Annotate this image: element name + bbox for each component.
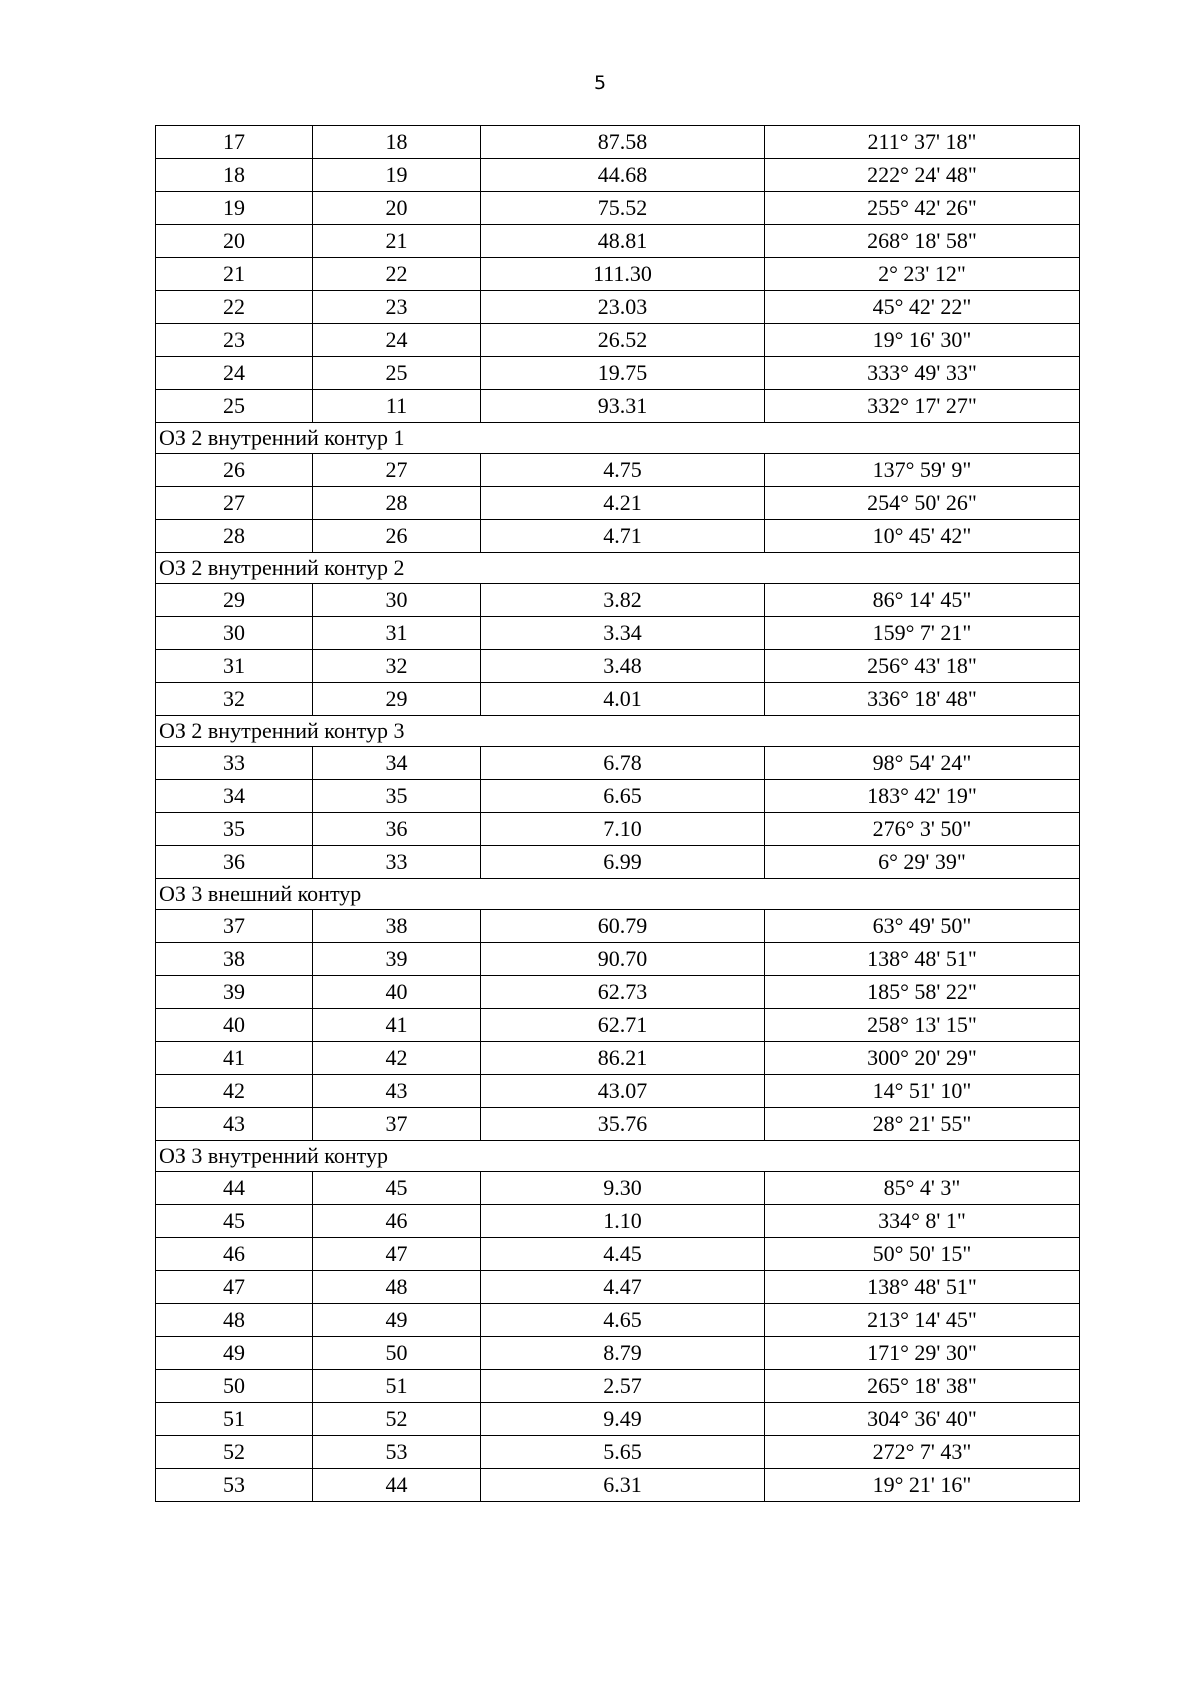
from-point-cell: 30 <box>156 617 313 650</box>
from-point-cell: 48 <box>156 1304 313 1337</box>
bearing-cell: 304° 36' 40" <box>765 1403 1080 1436</box>
from-point-cell: 33 <box>156 747 313 780</box>
table-row <box>156 291 1080 324</box>
from-point-cell: 43 <box>156 1108 313 1141</box>
page-number: 5 <box>593 72 607 94</box>
length-cell: 75.52 <box>481 192 765 225</box>
length-cell: 62.71 <box>481 1009 765 1042</box>
bearing-cell: 45° 42' 22" <box>765 291 1080 324</box>
to-point-cell: 39 <box>313 943 481 976</box>
section-header-row <box>156 553 1080 584</box>
table-row <box>156 225 1080 258</box>
to-point-cell: 43 <box>313 1075 481 1108</box>
length-cell: 86.21 <box>481 1042 765 1075</box>
to-point-cell: 29 <box>313 683 481 716</box>
bearing-cell: 98° 54' 24" <box>765 747 1080 780</box>
from-point-cell: 52 <box>156 1436 313 1469</box>
table-row <box>156 584 1080 617</box>
from-point-cell: 24 <box>156 357 313 390</box>
bearing-cell: 137° 59' 9" <box>765 454 1080 487</box>
to-point-cell: 11 <box>313 390 481 423</box>
table-row <box>156 1205 1080 1238</box>
table-row <box>156 520 1080 553</box>
bearing-cell: 86° 14' 45" <box>765 584 1080 617</box>
length-cell: 48.81 <box>481 225 765 258</box>
from-point-cell: 36 <box>156 846 313 879</box>
from-point-cell: 29 <box>156 584 313 617</box>
bearing-cell: 334° 8' 1" <box>765 1205 1080 1238</box>
from-point-cell: 23 <box>156 324 313 357</box>
to-point-cell: 40 <box>313 976 481 1009</box>
length-cell: 4.21 <box>481 487 765 520</box>
to-point-cell: 30 <box>313 584 481 617</box>
bearing-cell: 63° 49' 50" <box>765 910 1080 943</box>
table-row <box>156 1436 1080 1469</box>
length-cell: 4.75 <box>481 454 765 487</box>
length-cell: 60.79 <box>481 910 765 943</box>
section-header-row <box>156 716 1080 747</box>
length-cell: 93.31 <box>481 390 765 423</box>
length-cell: 4.71 <box>481 520 765 553</box>
from-point-cell: 28 <box>156 520 313 553</box>
length-cell: 3.82 <box>481 584 765 617</box>
length-cell: 6.78 <box>481 747 765 780</box>
to-point-cell: 47 <box>313 1238 481 1271</box>
to-point-cell: 38 <box>313 910 481 943</box>
from-point-cell: 32 <box>156 683 313 716</box>
length-cell: 2.57 <box>481 1370 765 1403</box>
to-point-cell: 19 <box>313 159 481 192</box>
table-row <box>156 324 1080 357</box>
bearing-cell: 138° 48' 51" <box>765 1271 1080 1304</box>
length-cell: 90.70 <box>481 943 765 976</box>
length-cell: 26.52 <box>481 324 765 357</box>
to-point-cell: 36 <box>313 813 481 846</box>
bearing-cell: 19° 16' 30" <box>765 324 1080 357</box>
length-cell: 3.34 <box>481 617 765 650</box>
section-title: ОЗ 2 внутренний контур 1 <box>156 423 1080 454</box>
bearing-cell: 50° 50' 15" <box>765 1238 1080 1271</box>
from-point-cell: 34 <box>156 780 313 813</box>
table-row <box>156 846 1080 879</box>
boundary-coordinates-table <box>155 125 1080 1502</box>
section-header-row <box>156 423 1080 454</box>
length-cell: 3.48 <box>481 650 765 683</box>
table-row <box>156 617 1080 650</box>
table-row <box>156 1108 1080 1141</box>
bearing-cell: 222° 24' 48" <box>765 159 1080 192</box>
from-point-cell: 26 <box>156 454 313 487</box>
to-point-cell: 49 <box>313 1304 481 1337</box>
bearing-cell: 265° 18' 38" <box>765 1370 1080 1403</box>
to-point-cell: 53 <box>313 1436 481 1469</box>
length-cell: 4.01 <box>481 683 765 716</box>
length-cell: 4.45 <box>481 1238 765 1271</box>
bearing-cell: 268° 18' 58" <box>765 225 1080 258</box>
length-cell: 5.65 <box>481 1436 765 1469</box>
from-point-cell: 44 <box>156 1172 313 1205</box>
to-point-cell: 50 <box>313 1337 481 1370</box>
table-row <box>156 159 1080 192</box>
table-row <box>156 1172 1080 1205</box>
to-point-cell: 21 <box>313 225 481 258</box>
bearing-cell: 254° 50' 26" <box>765 487 1080 520</box>
length-cell: 4.65 <box>481 1304 765 1337</box>
bearing-cell: 85° 4' 3" <box>765 1172 1080 1205</box>
from-point-cell: 39 <box>156 976 313 1009</box>
length-cell: 44.68 <box>481 159 765 192</box>
bearing-cell: 159° 7' 21" <box>765 617 1080 650</box>
table-row <box>156 650 1080 683</box>
length-cell: 4.47 <box>481 1271 765 1304</box>
to-point-cell: 24 <box>313 324 481 357</box>
section-title: ОЗ 3 внутренний контур <box>156 1141 1080 1172</box>
bearing-cell: 10° 45' 42" <box>765 520 1080 553</box>
table-row <box>156 1271 1080 1304</box>
length-cell: 7.10 <box>481 813 765 846</box>
from-point-cell: 21 <box>156 258 313 291</box>
to-point-cell: 48 <box>313 1271 481 1304</box>
from-point-cell: 50 <box>156 1370 313 1403</box>
length-cell: 23.03 <box>481 291 765 324</box>
bearing-cell: 138° 48' 51" <box>765 943 1080 976</box>
table-row <box>156 910 1080 943</box>
length-cell: 8.79 <box>481 1337 765 1370</box>
bearing-cell: 185° 58' 22" <box>765 976 1080 1009</box>
table-row <box>156 976 1080 1009</box>
table-row <box>156 1304 1080 1337</box>
to-point-cell: 41 <box>313 1009 481 1042</box>
length-cell: 1.10 <box>481 1205 765 1238</box>
to-point-cell: 25 <box>313 357 481 390</box>
to-point-cell: 34 <box>313 747 481 780</box>
length-cell: 9.49 <box>481 1403 765 1436</box>
section-header-row <box>156 1141 1080 1172</box>
length-cell: 6.99 <box>481 846 765 879</box>
bearing-cell: 276° 3' 50" <box>765 813 1080 846</box>
from-point-cell: 18 <box>156 159 313 192</box>
from-point-cell: 37 <box>156 910 313 943</box>
section-title: ОЗ 2 внутренний контур 2 <box>156 553 1080 584</box>
to-point-cell: 44 <box>313 1469 481 1502</box>
bearing-cell: 255° 42' 26" <box>765 192 1080 225</box>
bearing-cell: 213° 14' 45" <box>765 1304 1080 1337</box>
table-row <box>156 1238 1080 1271</box>
bearing-cell: 332° 17' 27" <box>765 390 1080 423</box>
length-cell: 111.30 <box>481 258 765 291</box>
length-cell: 87.58 <box>481 126 765 159</box>
table-row <box>156 390 1080 423</box>
length-cell: 19.75 <box>481 357 765 390</box>
to-point-cell: 33 <box>313 846 481 879</box>
from-point-cell: 45 <box>156 1205 313 1238</box>
from-point-cell: 41 <box>156 1042 313 1075</box>
length-cell: 43.07 <box>481 1075 765 1108</box>
to-point-cell: 32 <box>313 650 481 683</box>
table-row <box>156 126 1080 159</box>
table-row <box>156 1042 1080 1075</box>
from-point-cell: 17 <box>156 126 313 159</box>
length-cell: 9.30 <box>481 1172 765 1205</box>
section-title: ОЗ 3 внешний контур <box>156 879 1080 910</box>
from-point-cell: 27 <box>156 487 313 520</box>
to-point-cell: 26 <box>313 520 481 553</box>
to-point-cell: 52 <box>313 1403 481 1436</box>
from-point-cell: 20 <box>156 225 313 258</box>
from-point-cell: 47 <box>156 1271 313 1304</box>
bearing-cell: 19° 21' 16" <box>765 1469 1080 1502</box>
to-point-cell: 22 <box>313 258 481 291</box>
to-point-cell: 18 <box>313 126 481 159</box>
section-title: ОЗ 2 внутренний контур 3 <box>156 716 1080 747</box>
bearing-cell: 2° 23' 12" <box>765 258 1080 291</box>
bearing-cell: 272° 7' 43" <box>765 1436 1080 1469</box>
bearing-cell: 333° 49' 33" <box>765 357 1080 390</box>
to-point-cell: 42 <box>313 1042 481 1075</box>
table-row <box>156 943 1080 976</box>
to-point-cell: 28 <box>313 487 481 520</box>
to-point-cell: 27 <box>313 454 481 487</box>
bearing-cell: 300° 20' 29" <box>765 1042 1080 1075</box>
from-point-cell: 31 <box>156 650 313 683</box>
from-point-cell: 40 <box>156 1009 313 1042</box>
bearing-cell: 183° 42' 19" <box>765 780 1080 813</box>
bearing-cell: 258° 13' 15" <box>765 1009 1080 1042</box>
bearing-cell: 171° 29' 30" <box>765 1337 1080 1370</box>
to-point-cell: 51 <box>313 1370 481 1403</box>
table-row <box>156 1403 1080 1436</box>
to-point-cell: 37 <box>313 1108 481 1141</box>
to-point-cell: 35 <box>313 780 481 813</box>
to-point-cell: 31 <box>313 617 481 650</box>
from-point-cell: 53 <box>156 1469 313 1502</box>
section-header-row <box>156 879 1080 910</box>
from-point-cell: 35 <box>156 813 313 846</box>
bearing-cell: 256° 43' 18" <box>765 650 1080 683</box>
from-point-cell: 42 <box>156 1075 313 1108</box>
to-point-cell: 20 <box>313 192 481 225</box>
table-row <box>156 192 1080 225</box>
bearing-cell: 14° 51' 10" <box>765 1075 1080 1108</box>
table-row <box>156 1009 1080 1042</box>
from-point-cell: 46 <box>156 1238 313 1271</box>
from-point-cell: 25 <box>156 390 313 423</box>
table-row <box>156 747 1080 780</box>
table-row <box>156 1075 1080 1108</box>
table-row <box>156 1337 1080 1370</box>
table-row <box>156 454 1080 487</box>
from-point-cell: 38 <box>156 943 313 976</box>
from-point-cell: 22 <box>156 291 313 324</box>
from-point-cell: 49 <box>156 1337 313 1370</box>
to-point-cell: 23 <box>313 291 481 324</box>
length-cell: 6.65 <box>481 780 765 813</box>
table-row <box>156 780 1080 813</box>
table-row <box>156 1370 1080 1403</box>
length-cell: 35.76 <box>481 1108 765 1141</box>
to-point-cell: 46 <box>313 1205 481 1238</box>
from-point-cell: 19 <box>156 192 313 225</box>
bearing-cell: 211° 37' 18" <box>765 126 1080 159</box>
to-point-cell: 45 <box>313 1172 481 1205</box>
table-row <box>156 487 1080 520</box>
bearing-cell: 336° 18' 48" <box>765 683 1080 716</box>
table-row <box>156 1469 1080 1502</box>
length-cell: 6.31 <box>481 1469 765 1502</box>
table-row <box>156 357 1080 390</box>
from-point-cell: 51 <box>156 1403 313 1436</box>
table-row <box>156 683 1080 716</box>
table-row <box>156 258 1080 291</box>
length-cell: 62.73 <box>481 976 765 1009</box>
bearing-cell: 28° 21' 55" <box>765 1108 1080 1141</box>
bearing-cell: 6° 29' 39" <box>765 846 1080 879</box>
table-row <box>156 813 1080 846</box>
